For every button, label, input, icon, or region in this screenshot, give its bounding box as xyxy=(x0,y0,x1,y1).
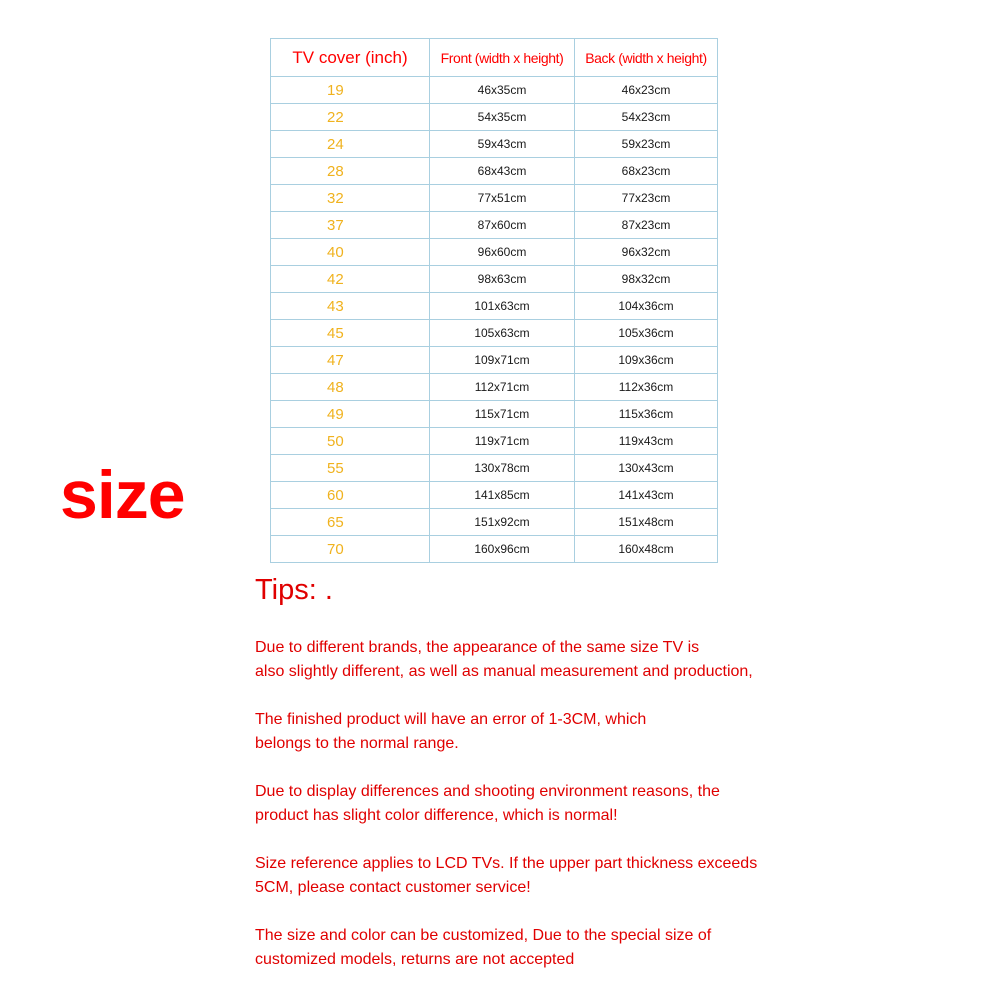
table-row xyxy=(271,509,718,536)
table-row xyxy=(271,131,718,158)
tip-line: 5CM, please contact customer service! xyxy=(255,879,531,896)
cell-front: 109x71cm xyxy=(430,347,575,374)
cell-front: 68x43cm xyxy=(430,158,575,185)
tip-line: The size and color can be customized, Due to the special size of xyxy=(255,927,712,944)
cell-inch: 42 xyxy=(271,266,430,293)
cell-inch: 47 xyxy=(271,347,430,374)
cell-front: 46x35cm xyxy=(430,77,575,104)
cell-front: 96x60cm xyxy=(430,239,575,266)
cell-back: 119x43cm xyxy=(575,428,718,455)
tip-paragraph xyxy=(255,924,995,972)
cell-inch: 65 xyxy=(271,509,430,536)
tips-title: Tips: . xyxy=(255,574,333,606)
cell-inch: 60 xyxy=(271,482,430,509)
tip-paragraph xyxy=(255,780,995,828)
table-row xyxy=(271,239,718,266)
cell-inch: 50 xyxy=(271,428,430,455)
cell-front: 87x60cm xyxy=(430,212,575,239)
cell-back: 109x36cm xyxy=(575,347,718,374)
table-row xyxy=(271,77,718,104)
cell-back: 130x43cm xyxy=(575,455,718,482)
cell-front: 101x63cm xyxy=(430,293,575,320)
tip-paragraph xyxy=(255,636,995,684)
cell-back: 105x36cm xyxy=(575,320,718,347)
cell-back: 151x48cm xyxy=(575,509,718,536)
table-row xyxy=(271,293,718,320)
cell-front: 130x78cm xyxy=(430,455,575,482)
table-row xyxy=(271,374,718,401)
table-header-row xyxy=(271,39,718,77)
tip-line: product has slight color difference, which is normal! xyxy=(255,807,618,824)
cell-back: 87x23cm xyxy=(575,212,718,239)
cell-back: 104x36cm xyxy=(575,293,718,320)
cell-inch: 55 xyxy=(271,455,430,482)
cell-front: 119x71cm xyxy=(430,428,575,455)
cell-inch: 32 xyxy=(271,185,430,212)
cell-front: 115x71cm xyxy=(430,401,575,428)
cell-inch: 22 xyxy=(271,104,430,131)
cell-front: 141x85cm xyxy=(430,482,575,509)
cell-inch: 49 xyxy=(271,401,430,428)
header-front-dimensions: Front (width x height) xyxy=(430,39,575,77)
cell-back: 77x23cm xyxy=(575,185,718,212)
tip-line: Due to display differences and shooting environment reasons, the xyxy=(255,783,720,800)
table-body xyxy=(271,77,718,563)
tips-section xyxy=(255,636,995,996)
cell-front: 112x71cm xyxy=(430,374,575,401)
cell-inch: 40 xyxy=(271,239,430,266)
cell-inch: 19 xyxy=(271,77,430,104)
cell-front: 59x43cm xyxy=(430,131,575,158)
cell-inch: 45 xyxy=(271,320,430,347)
table-row xyxy=(271,212,718,239)
cell-inch: 37 xyxy=(271,212,430,239)
cell-back: 54x23cm xyxy=(575,104,718,131)
table-row xyxy=(271,104,718,131)
cell-back: 98x32cm xyxy=(575,266,718,293)
cell-inch: 28 xyxy=(271,158,430,185)
table-row xyxy=(271,185,718,212)
cell-back: 115x36cm xyxy=(575,401,718,428)
cell-inch: 24 xyxy=(271,131,430,158)
table-row xyxy=(271,320,718,347)
table-row xyxy=(271,428,718,455)
tip-line: customized models, returns are not accepted xyxy=(255,951,575,968)
table-row xyxy=(271,158,718,185)
cell-front: 160x96cm xyxy=(430,536,575,563)
header-back-dimensions: Back (width x height) xyxy=(575,39,718,77)
cell-back: 160x48cm xyxy=(575,536,718,563)
cell-back: 112x36cm xyxy=(575,374,718,401)
cell-back: 141x43cm xyxy=(575,482,718,509)
cell-front: 77x51cm xyxy=(430,185,575,212)
cell-front: 151x92cm xyxy=(430,509,575,536)
cell-front: 98x63cm xyxy=(430,266,575,293)
tip-line: belongs to the normal range. xyxy=(255,735,459,752)
table-row xyxy=(271,455,718,482)
cell-inch: 43 xyxy=(271,293,430,320)
cell-back: 46x23cm xyxy=(575,77,718,104)
table-row xyxy=(271,536,718,563)
cell-back: 96x32cm xyxy=(575,239,718,266)
cell-front: 105x63cm xyxy=(430,320,575,347)
table-row xyxy=(271,482,718,509)
tip-line: Due to different brands, the appearance of the same size TV is xyxy=(255,639,700,656)
tip-paragraph xyxy=(255,852,995,900)
tip-line: Size reference applies to LCD TVs. If the upper part thickness exceeds xyxy=(255,855,758,872)
tip-line: The finished product will have an error of 1-3CM, which xyxy=(255,711,647,728)
tip-paragraph xyxy=(255,708,995,756)
tip-line: also slightly different, as well as manual measurement and production, xyxy=(255,663,753,680)
cell-inch: 70 xyxy=(271,536,430,563)
size-table xyxy=(270,38,718,563)
table-row xyxy=(271,266,718,293)
cell-back: 59x23cm xyxy=(575,131,718,158)
cell-back: 68x23cm xyxy=(575,158,718,185)
table-row xyxy=(271,347,718,374)
size-heading: size xyxy=(60,457,185,533)
cell-inch: 48 xyxy=(271,374,430,401)
cell-front: 54x35cm xyxy=(430,104,575,131)
table-row xyxy=(271,401,718,428)
header-tv-cover-inch: TV cover (inch) xyxy=(271,39,430,77)
